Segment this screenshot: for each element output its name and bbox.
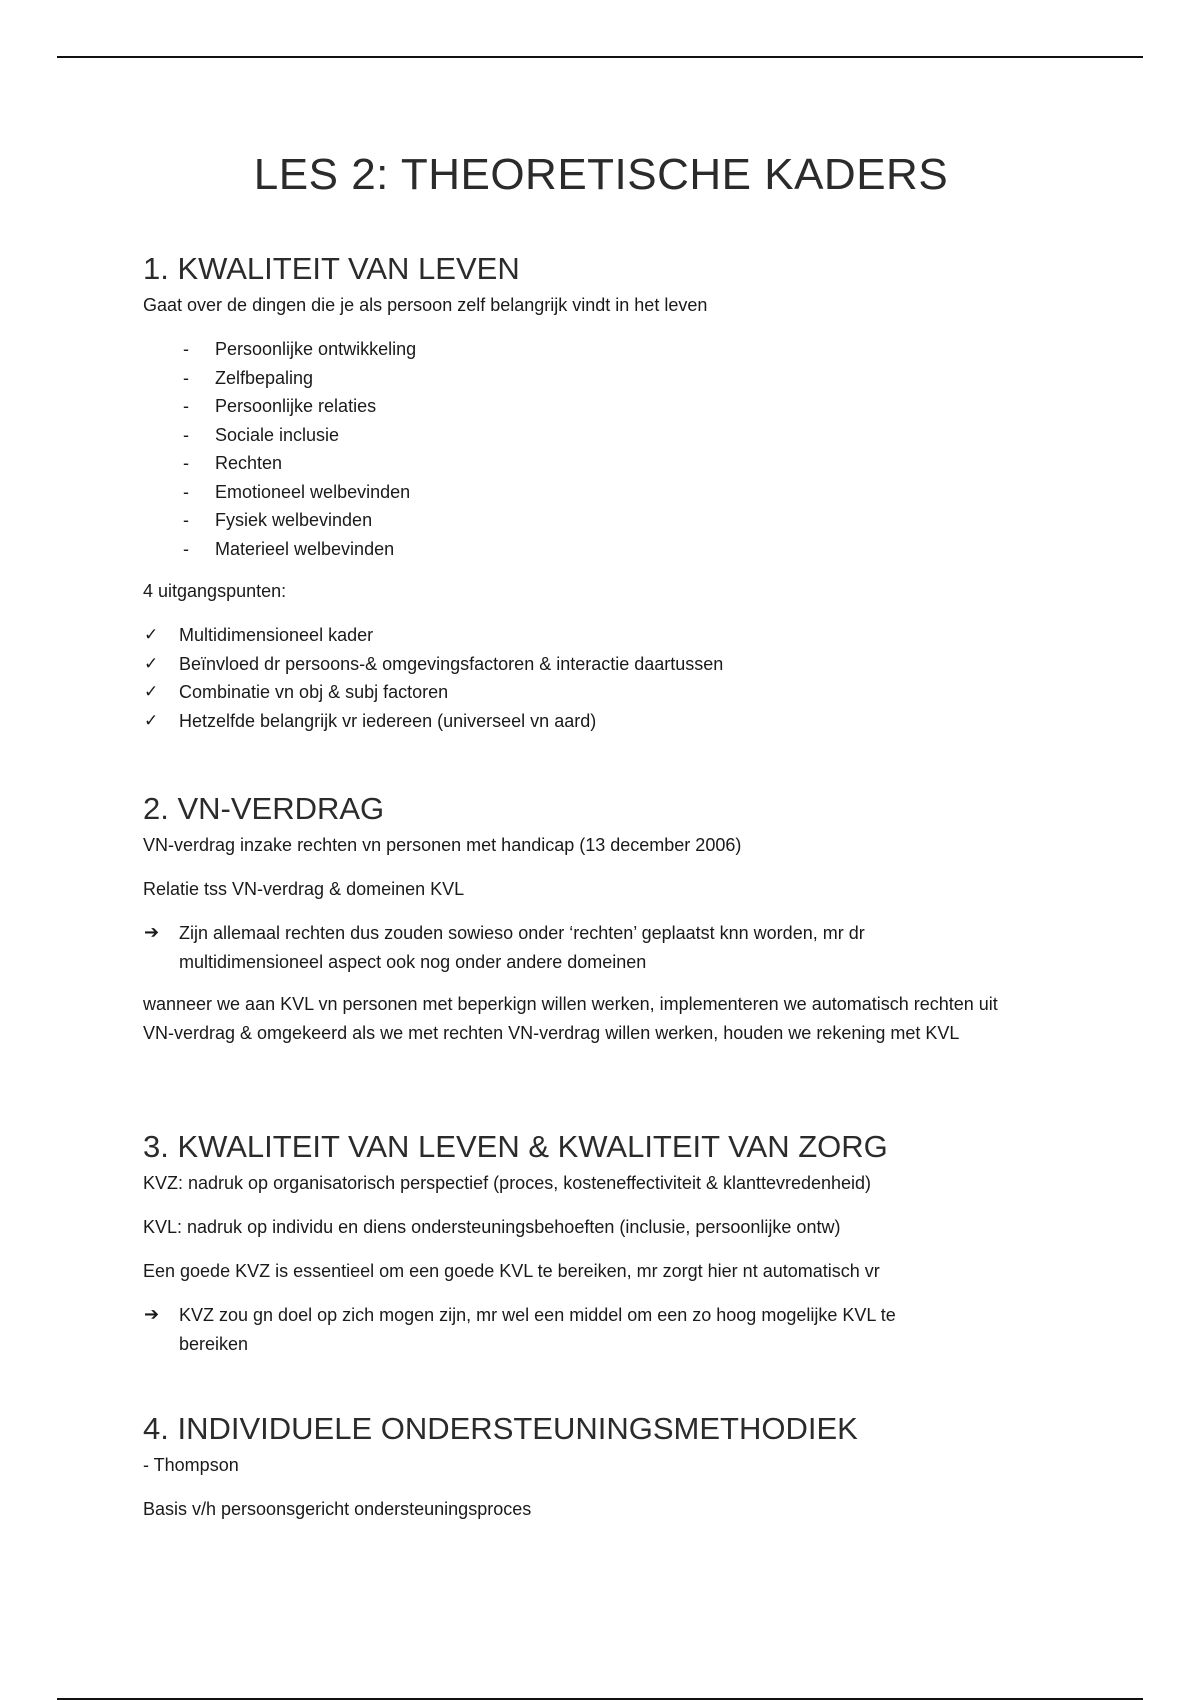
section-kwaliteit-van-leven [143,250,1043,735]
paragraph: Een goede KVZ is essentieel om een goede KVL te bereiken, mr zorgt hier nt automatisch vr [143,1261,880,1281]
list-item: ➔ Zijn allemaal rechten dus zouden sowieso onder ‘rechten’ geplaatst knn worden, mr dr multidimensioneel aspect ook nog onder andere domeinen [143,919,943,976]
list-item: - Persoonlijke relaties [143,392,1043,421]
section-vn-verdrag [143,790,1043,1048]
arrow-list [143,919,943,976]
paragraph: wanneer we aan KVL vn personen met beperkign willen werken, implementeren we automatisch rechten uit VN-verdrag & omgekeerd als we met rechten VN-verdrag willen werken, houden we rekening met KVL [143,994,998,1043]
domain-list [143,335,1043,563]
check-icon: ✓ [144,682,159,702]
dash-icon: - [183,367,189,388]
arrow-right-icon: ➔ [144,1304,160,1325]
section-kvl-kvz [143,1128,1043,1358]
paragraph: VN-verdrag inzake rechten vn personen met handicap (13 december 2006) [143,835,742,855]
check-icon: ✓ [144,625,159,645]
header-rule [57,56,1143,58]
section-heading: 2. VN-VERDRAG [143,791,385,826]
check-icon: ✓ [144,710,159,731]
section-heading: 4. INDIVIDUELE ONDERSTEUNINGSMETHODIEK [143,1411,858,1446]
dash-icon: - [183,510,189,530]
paragraph: - Thompson [143,1455,239,1475]
list-item: - Materieel welbevinden [143,535,1043,564]
dash-icon: - [183,396,189,416]
principles-list [143,621,1043,735]
list-item: - Fysiek welbevinden [143,506,1043,535]
dash-icon: - [183,538,189,559]
list-item: - Zelfbepaling [143,364,1043,393]
paragraph: Relatie tss VN-verdrag & domeinen KVL [143,879,465,899]
list-item: - Persoonlijke ontwikkeling [143,335,1043,364]
list-item: ✓ Beïnvloed dr persoons-& omgevingsfactoren & interactie daartussen [143,650,1043,679]
paragraph: KVZ: nadruk op organisatorisch perspectief (proces, kosteneffectiviteit & klanttevredenheid) [143,1173,872,1193]
section-intro: Gaat over de dingen die je als persoon zelf belangrijk vindt in het leven [143,295,708,315]
list-item: - Rechten [143,449,1043,478]
dash-icon: - [183,453,189,473]
paragraph: KVL: nadruk op individu en diens ondersteuningsbehoeften (inclusie, persoonlijke ontw) [143,1217,841,1237]
check-icon: ✓ [144,653,159,674]
arrow-right-icon: ➔ [144,922,160,943]
dash-icon: - [183,424,189,445]
document-title: LES 2: THEORETISCHE KADERS [253,150,949,199]
list-item: ✓ Combinatie vn obj & subj factoren [143,678,1043,707]
list-item: ✓ Hetzelfde belangrijk vr iedereen (universeel vn aard) [143,707,1043,736]
dash-icon: - [183,481,189,502]
list-item: - Emotioneel welbevinden [143,478,1043,507]
section-heading: 1. KWALITEIT VAN LEVEN [143,251,520,286]
points-label: 4 uitgangspunten: [143,581,287,601]
list-item: ➔ KVZ zou gn doel op zich mogen zijn, mr wel een middel om een zo hoog mogelijke KVL te bereiken [143,1301,963,1358]
section-heading: 3. KWALITEIT VAN LEVEN & KWALITEIT VAN ZORG [143,1129,888,1164]
dash-icon: - [183,339,189,359]
arrow-list [143,1301,963,1358]
paragraph: Basis v/h persoonsgericht ondersteuningsproces [143,1499,532,1519]
section-ondersteuningsmethodiek [143,1410,1043,1523]
list-item: ✓ Multidimensioneel kader [143,621,1043,650]
list-item: - Sociale inclusie [143,421,1043,450]
